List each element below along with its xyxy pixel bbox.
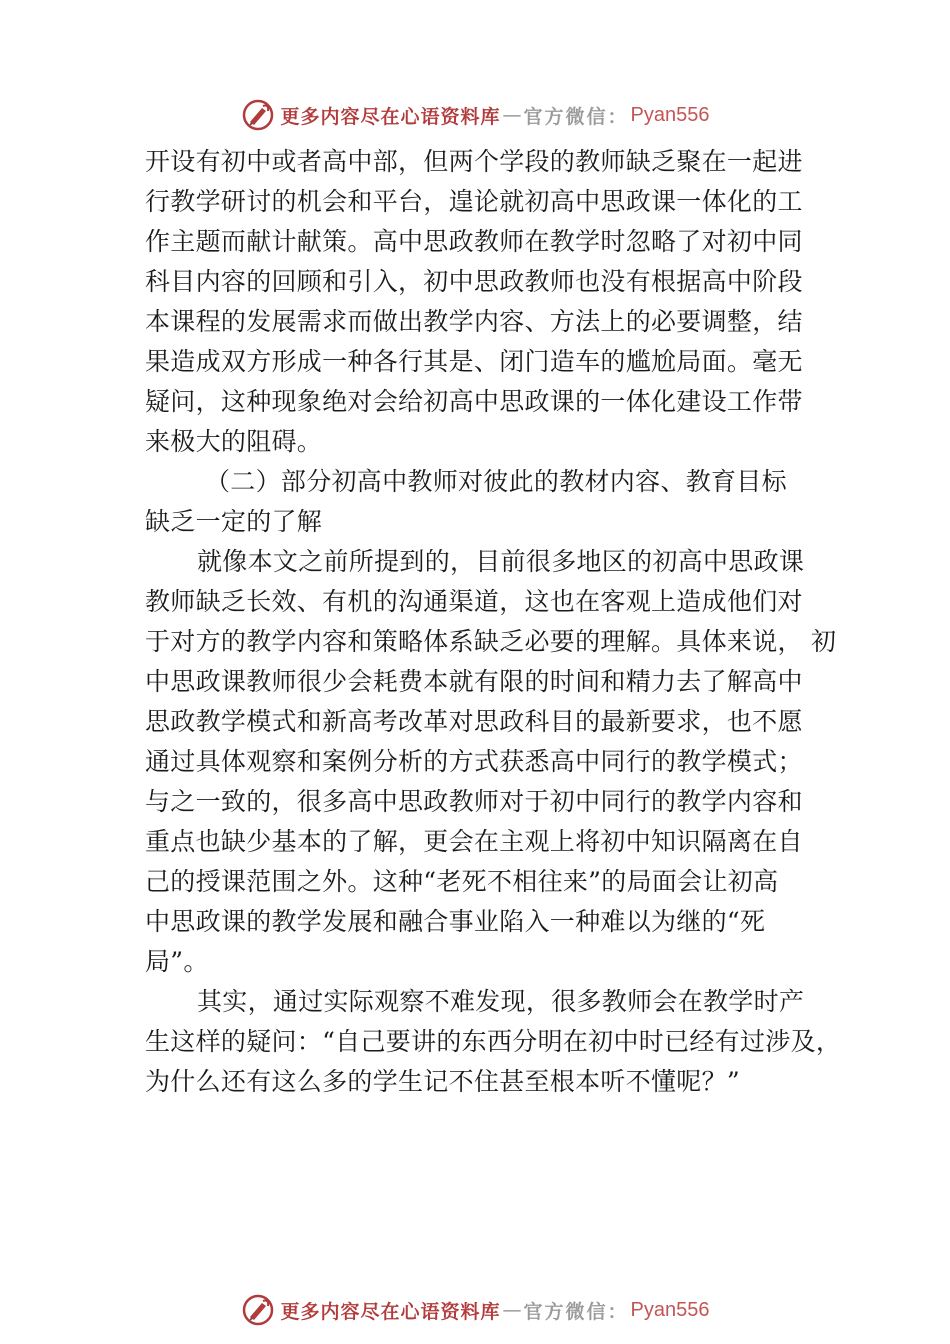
watermark-brand-text: 更多内容尽在心语资料库 bbox=[280, 105, 501, 128]
section-heading-line: 缺乏一定的了解 bbox=[145, 507, 323, 536]
body-line: 本课程的发展需求而做出教学内容、方法上的必要调整，结 bbox=[145, 307, 803, 336]
watermark-brand-text: 更多内容尽在心语资料库 bbox=[280, 1300, 501, 1323]
header-watermark bbox=[0, 95, 950, 135]
body-line: 其实，通过实际观察不难发现，很多教师会在教学时产 bbox=[197, 987, 805, 1016]
body-line: 己的授课范围之外。这种“老死不相往来”的局面会让初高 bbox=[145, 867, 779, 896]
body-line: 作主题而献计献策。高中思政教师在教学时忽略了对初中同 bbox=[145, 227, 803, 256]
body-line: 局”。 bbox=[145, 947, 209, 976]
watermark-wechat-label: 官方微信： bbox=[523, 1300, 629, 1323]
body-line: 与之一致的，很多高中思政教师对于初中同行的教学内容和 bbox=[145, 787, 803, 816]
body-line: 开设有初中或者高中部，但两个学段的教师缺乏聚在一起进 bbox=[145, 147, 803, 176]
watermark-separator: — bbox=[502, 1299, 522, 1321]
body-line: 果造成双方形成一种各行其是、闭门造车的尴尬局面。毫无 bbox=[145, 347, 803, 376]
watermark-wechat-id: Pyan556 bbox=[630, 1298, 710, 1321]
body-line: 来极大的阻碍。 bbox=[145, 427, 323, 456]
footer-watermark bbox=[0, 1290, 950, 1330]
body-line: 就像本文之前所提到的，目前很多地区的初高中思政课 bbox=[197, 547, 805, 576]
watermark-wechat-id: Pyan556 bbox=[630, 103, 710, 126]
body-line: 中思政课的教学发展和融合事业陷入一种难以为继的“死 bbox=[145, 907, 766, 936]
document-body bbox=[145, 142, 842, 1102]
body-line: 为什么还有这么多的学生记不住甚至根本听不懂呢？” bbox=[145, 1067, 740, 1096]
body-line: 科目内容的回顾和引入，初中思政教师也没有根据高中阶段 bbox=[145, 267, 803, 296]
brand-logo-icon bbox=[241, 98, 275, 132]
body-line: 于对方的教学内容和策略体系缺乏必要的理解。具体来说， 初 bbox=[145, 627, 837, 656]
body-line: 重点也缺少基本的了解，更会在主观上将初中知识隔离在自 bbox=[145, 827, 803, 856]
watermark-separator: — bbox=[502, 104, 522, 126]
body-line: 中思政课教师很少会耗费本就有限的时间和精力去了解高中 bbox=[145, 667, 803, 696]
body-line: 疑问，这种现象绝对会给初高中思政课的一体化建设工作带 bbox=[145, 387, 803, 416]
body-line: 生这样的疑问：“自己要讲的东西分明在初中时已经有过涉及， bbox=[145, 1027, 842, 1056]
section-heading-line: （二）部分初高中教师对彼此的教材内容、教育目标 bbox=[205, 467, 787, 496]
watermark-wechat-label: 官方微信： bbox=[523, 105, 629, 128]
body-line: 教师缺乏长效、有机的沟通渠道，这也在客观上造成他们对 bbox=[145, 587, 803, 616]
body-line: 思政教学模式和新高考改革对思政科目的最新要求，也不愿 bbox=[145, 707, 803, 736]
body-line: 通过具体观察和案例分析的方式获悉高中同行的教学模式； bbox=[145, 747, 803, 776]
brand-logo-icon bbox=[241, 1293, 275, 1327]
body-line: 行教学研讨的机会和平台，遑论就初高中思政课一体化的工 bbox=[145, 187, 803, 216]
